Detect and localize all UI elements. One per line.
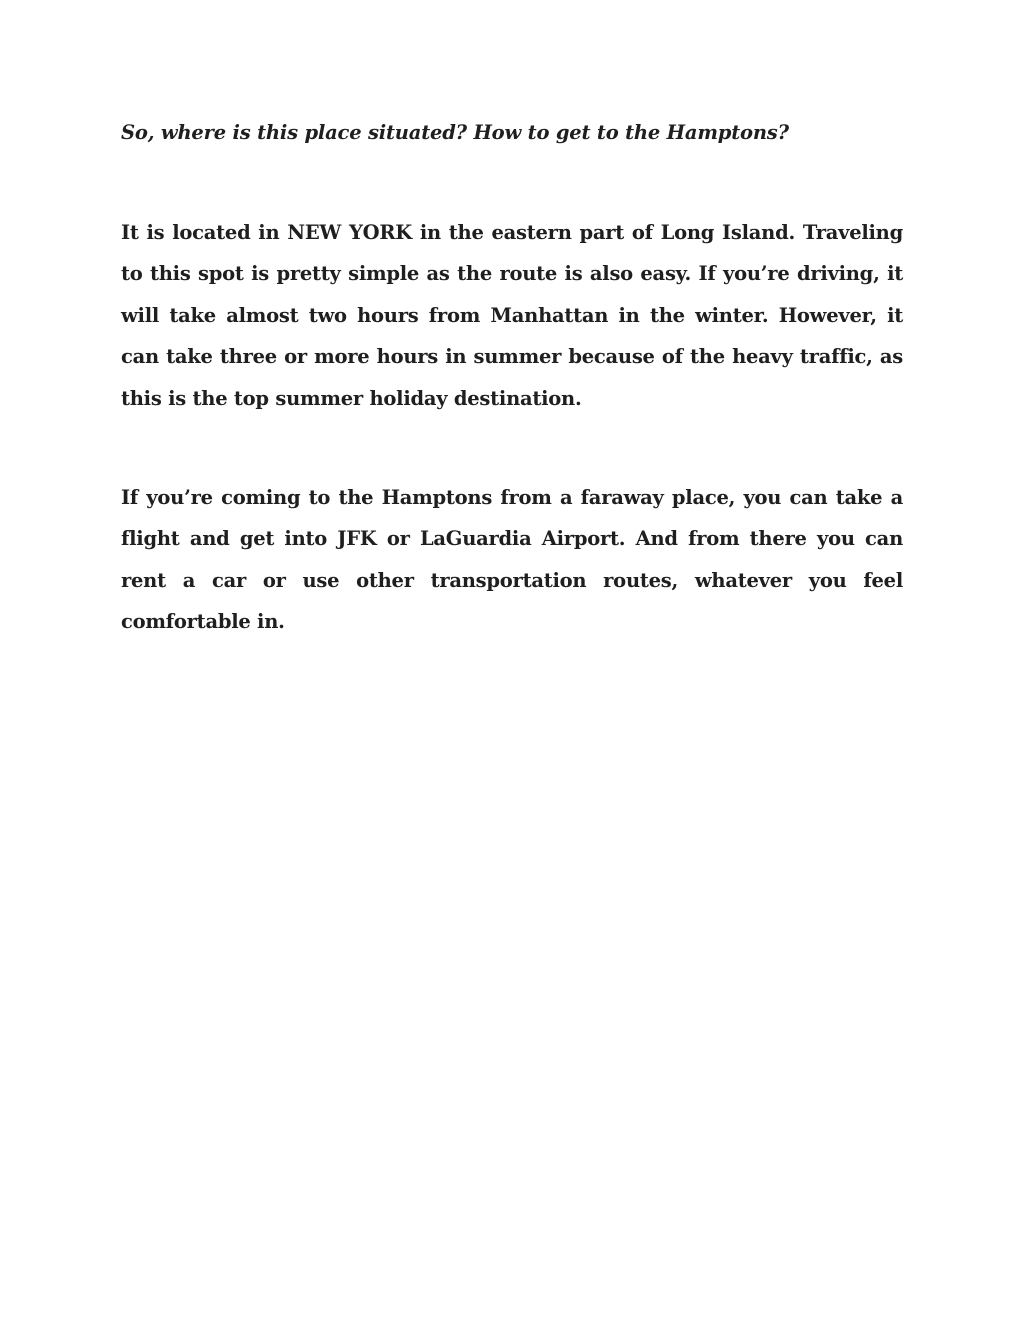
section-heading: So, where is this place situated? How to get to the Hamptons? xyxy=(121,121,789,144)
paragraph-location: It is located in NEW YORK in the eastern part of Long Island. Traveling to this spot is pretty simple as the route is also easy. If you’re driving, it will take almost two hours from Manhattan in the winter. However, it can take three or more hours in summer because of the heavy traffic, as this is the top summer holiday destination. xyxy=(121,221,903,410)
paragraph-travel: If you’re coming to the Hamptons from a faraway place, you can take a flight and get into JFK or LaGuardia Airport. And from there you can rent a car or use other transportation routes, whatever you feel comfortable in. xyxy=(121,486,903,634)
